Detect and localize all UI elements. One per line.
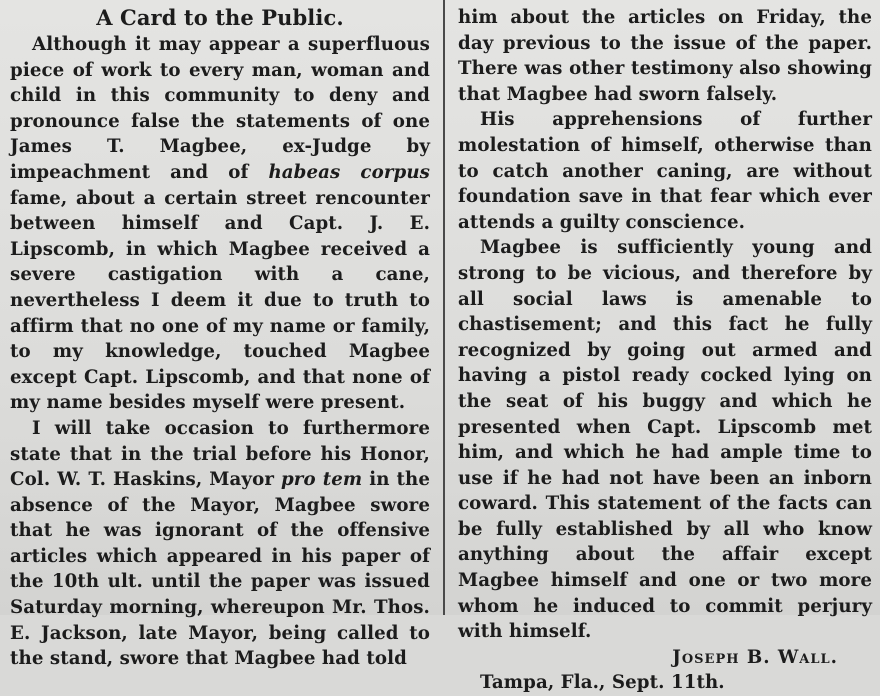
signature: Joseph B. Wall. <box>672 646 838 668</box>
left-column <box>10 0 430 670</box>
paragraph-2: I will take occasion to furthermore state that in the trial before his Honor, Col. W. T. Haskins, Mayor pro tem in the absence of the Mayor, Magbee swore that he was ignorant of the offensive articles which appeared in his paper of the 10th ult. until the paper was issued Saturday morning, whereupon Mr. Thos. E. Jackson, late Mayor, being called to the stand, swore that Magbee had told <box>10 417 430 670</box>
paragraph-4: Magbee is sufficiently young and strong to be vicious, and therefore by all social laws is amenable to chastisement; and this fact he fully recognized by going out armed and having a pistol ready cocked lying on the seat of his buggy and which he presented when Capt. Lipscomb met him, and which he had ample time to use if he had not have been an inborn coward. This statement of the facts can be fully established by all who know anything about the affair except Magbee himself and one or two more whom he induced to commit perjury with himself. <box>458 237 872 643</box>
right-column <box>458 0 872 694</box>
dateline: Tampa, Fla., Sept. 11th. <box>480 672 725 694</box>
paragraph-2-continued: him about the articles on Friday, the day previous to the issue of the paper. There was other testimony also showing that Magbee had sworn falsely. <box>458 7 872 105</box>
column-divider <box>443 0 445 615</box>
italic-phrase: habeas corpus <box>268 161 430 183</box>
paragraph-3: His apprehensions of further molestation of himself, otherwise than to catch another caning, are without foundation save in that fear which ever attends a guilty conscience. <box>458 109 872 233</box>
italic-phrase: pro tem <box>280 469 363 491</box>
paragraph-1: Although it may appear a superfluous piece of work to every man, woman and child in this community to deny and pronounce false the statements of one James T. Magbee, ex-Judge by impeachment and of habeas corpus fame, about a certain street rencounter between himself and Capt. J. E. Lipscomb, in which Magbee received a severe castigation with a cane, nevertheless I deem it due to truth to affirm that no one of my name or family, to my knowledge, touched Magbee except Capt. Lipscomb, and that none of my name besides myself were present. <box>10 34 430 414</box>
article-title: A Card to the Public. <box>96 5 344 30</box>
